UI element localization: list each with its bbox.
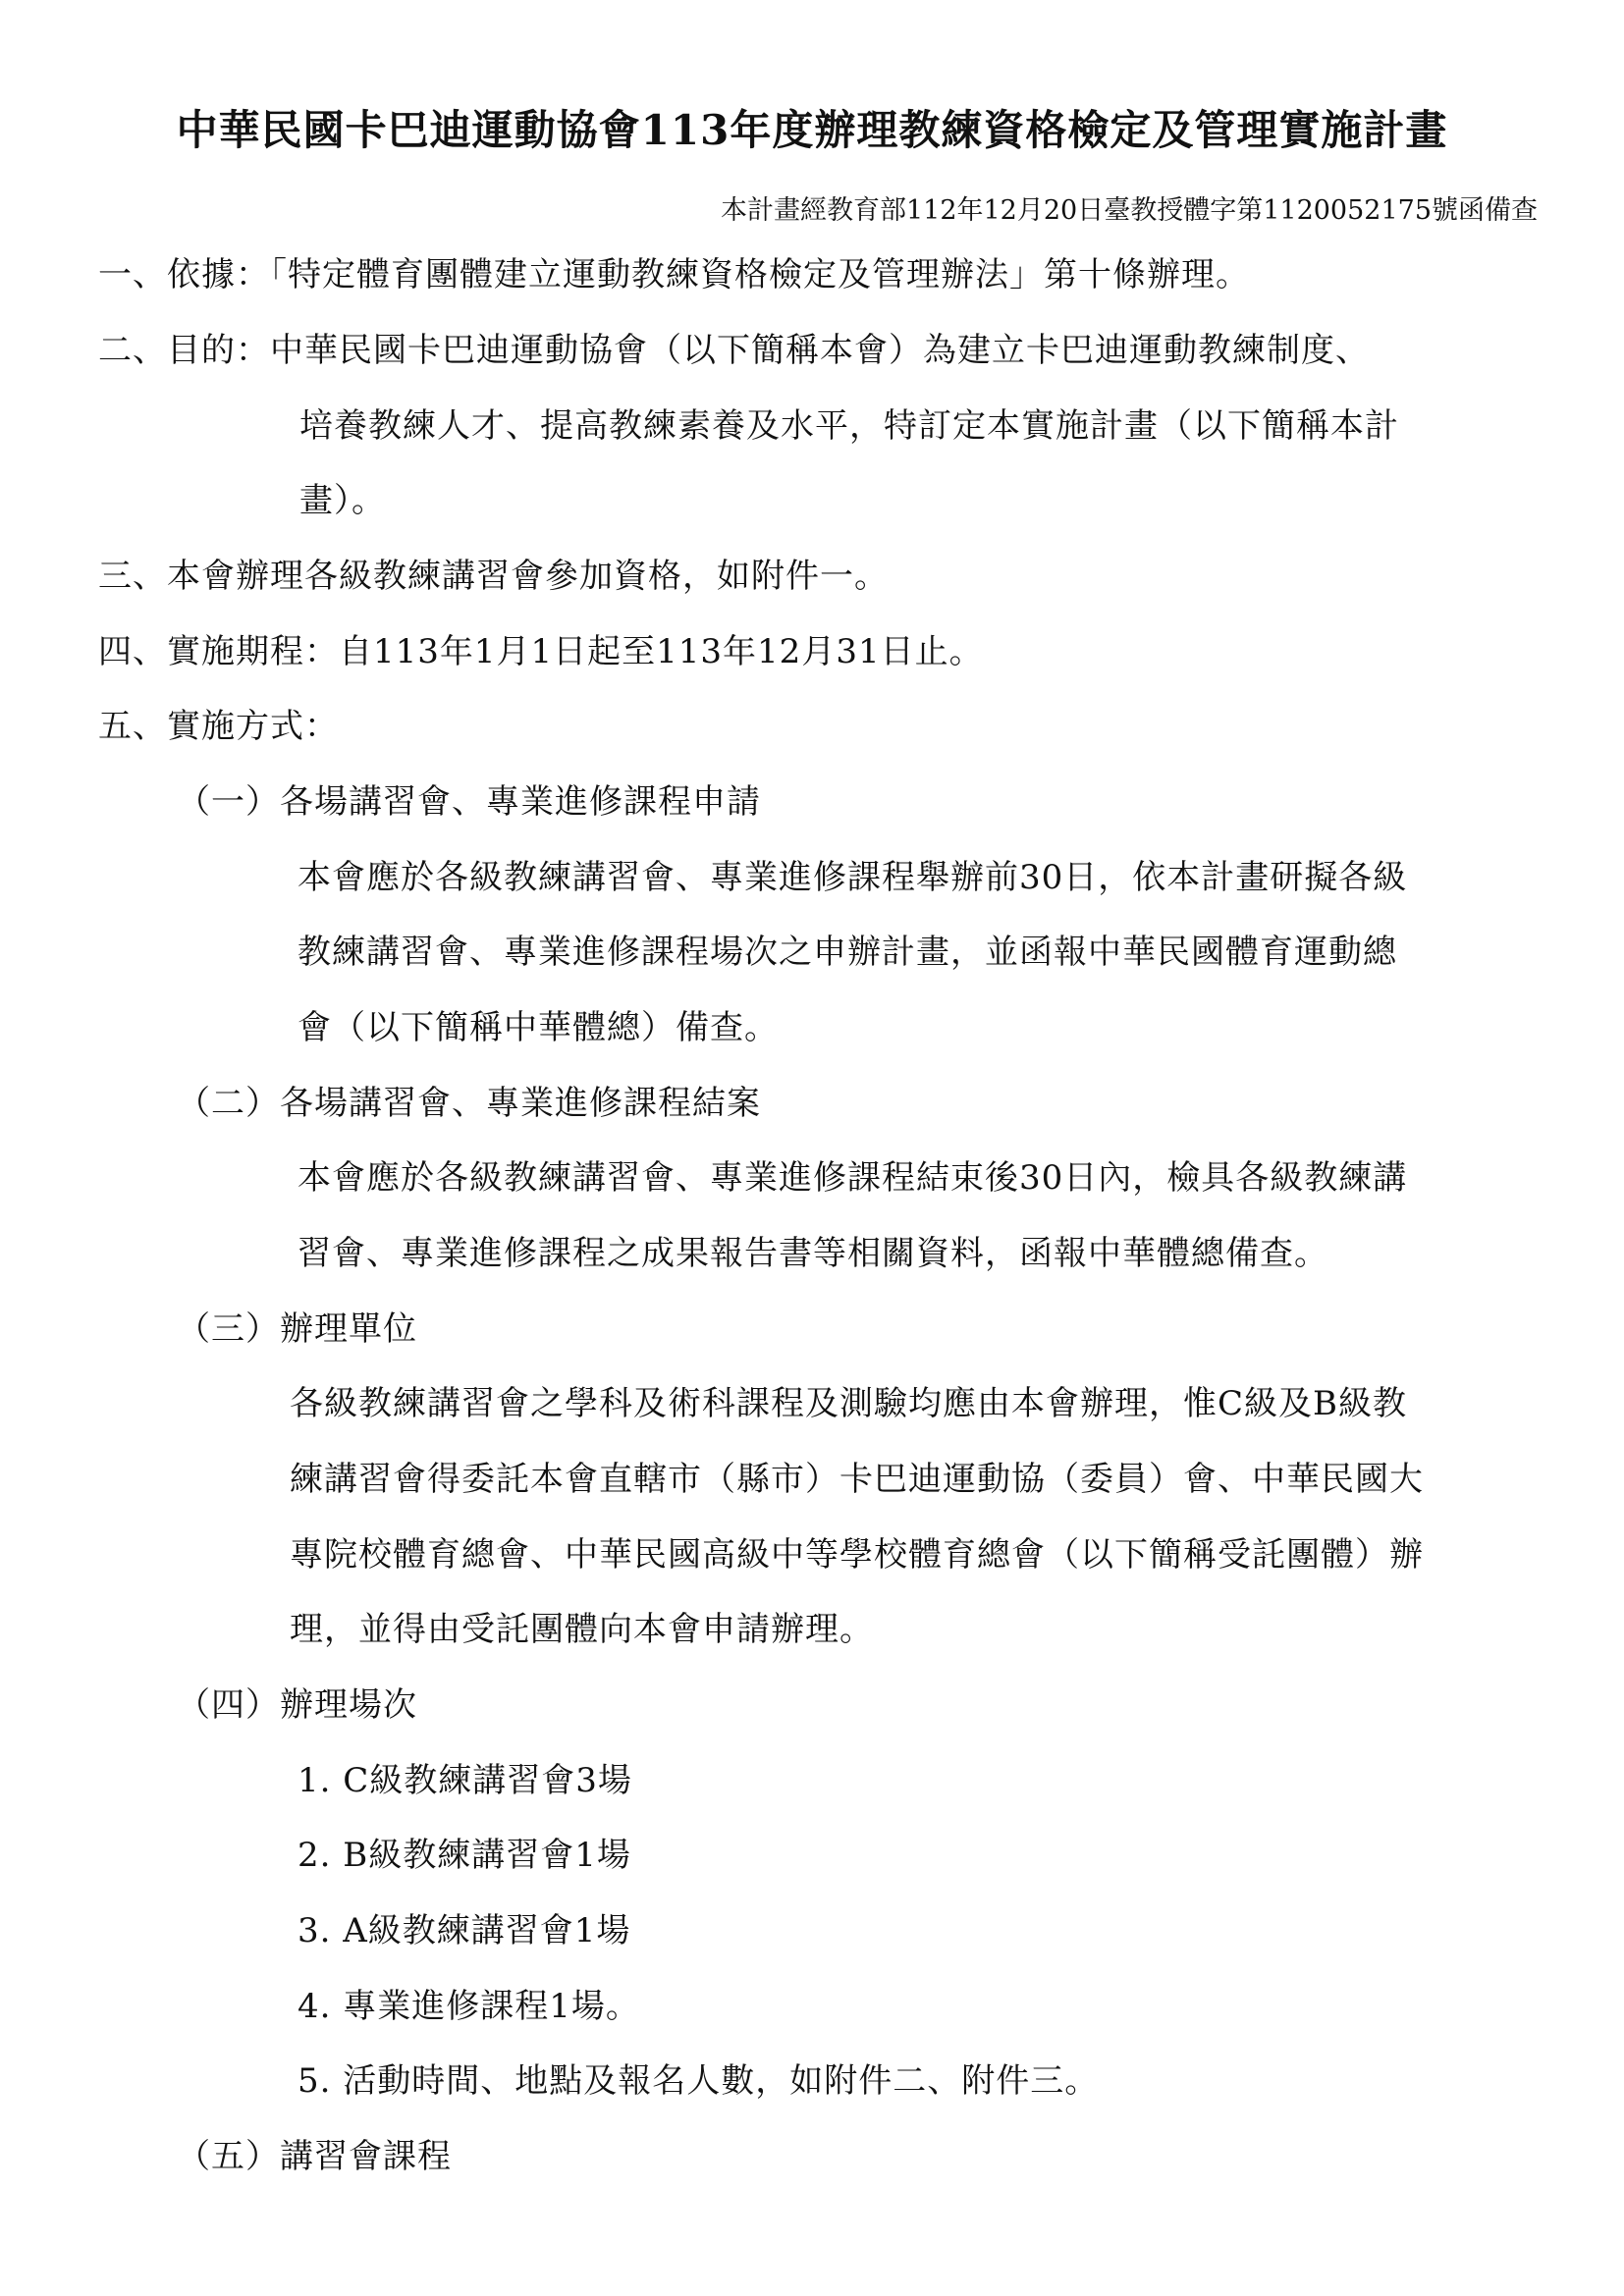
subsection-heading-4: （四）辦理場次 bbox=[177, 1685, 417, 1725]
section-method: 五、實施方式： bbox=[98, 707, 339, 746]
approval-note: 本計畫經教育部112年12月20日臺教授體字第1120052175號函備查 bbox=[720, 195, 1538, 226]
section-basis: 一、依據：「特定體育團體建立運動教練資格檢定及管理辦法」第十條辦理。 bbox=[98, 255, 1250, 294]
subsection-heading-5: （五）講習會課程 bbox=[177, 2137, 452, 2176]
list-item: 1. C級教練講習會3場 bbox=[298, 1761, 632, 1800]
section-period: 四、實施期程：自113年1月1日起至113年12月31日止。 bbox=[98, 632, 984, 671]
subsection-body-line: 各級教練講習會之學科及術科課程及測驗均應由本會辦理，惟C級及B級教 bbox=[290, 1384, 1407, 1423]
subsection-heading-2: （二）各場講習會、專業進修課程結案 bbox=[177, 1084, 761, 1123]
section-purpose-cont-1: 培養教練人才、提高教練素養及水平，特訂定本實施計畫（以下簡稱本計 bbox=[299, 406, 1399, 446]
section-purpose: 二、目的：中華民國卡巴迪運動協會（以下簡稱本會）為建立卡巴迪運動教練制度、 bbox=[98, 331, 1370, 370]
subsection-body-line: 專院校體育總會、中華民國高級中等學校體育總會（以下簡稱受託團體）辦 bbox=[290, 1535, 1424, 1575]
subsection-body-line: 練講習會得委託本會直轄市（縣市）卡巴迪運動協（委員）會、中華民國大 bbox=[290, 1460, 1424, 1499]
subsection-body-line: 本會應於各級教練講習會、專業進修課程結束後30日內，檢具各級教練講 bbox=[298, 1158, 1408, 1198]
section-qualification: 三、本會辦理各級教練講習會參加資格，如附件一。 bbox=[98, 557, 889, 596]
list-item: 4. 專業進修課程1場。 bbox=[298, 1987, 640, 2026]
list-item: 3. A級教練講習會1場 bbox=[298, 1911, 631, 1950]
list-item: 2. B級教練講習會1場 bbox=[298, 1836, 631, 1875]
subsection-heading-1: （一）各場講習會、專業進修課程申請 bbox=[177, 782, 761, 822]
list-item: 5. 活動時間、地點及報名人數，如附件二、附件三。 bbox=[298, 2061, 1100, 2101]
section-purpose-cont-2: 畫）。 bbox=[299, 481, 386, 520]
subsection-body-line: 教練講習會、專業進修課程場次之申辦計畫，並函報中華民國體育運動總 bbox=[298, 933, 1397, 972]
subsection-body-line: 習會、專業進修課程之成果報告書等相關資料，函報中華體總備查。 bbox=[298, 1234, 1328, 1273]
subsection-heading-3: （三）辦理單位 bbox=[177, 1309, 417, 1349]
document-title: 中華民國卡巴迪運動協會113年度辦理教練資格檢定及管理實施計畫 bbox=[176, 106, 1448, 154]
subsection-body-line: 理，並得由受託團體向本會申請辦理。 bbox=[290, 1610, 874, 1649]
subsection-body-line: 會（以下簡稱中華體總）備查。 bbox=[298, 1008, 779, 1047]
subsection-body-line: 本會應於各級教練講習會、專業進修課程舉辦前30日，依本計畫研擬各級 bbox=[298, 858, 1408, 897]
